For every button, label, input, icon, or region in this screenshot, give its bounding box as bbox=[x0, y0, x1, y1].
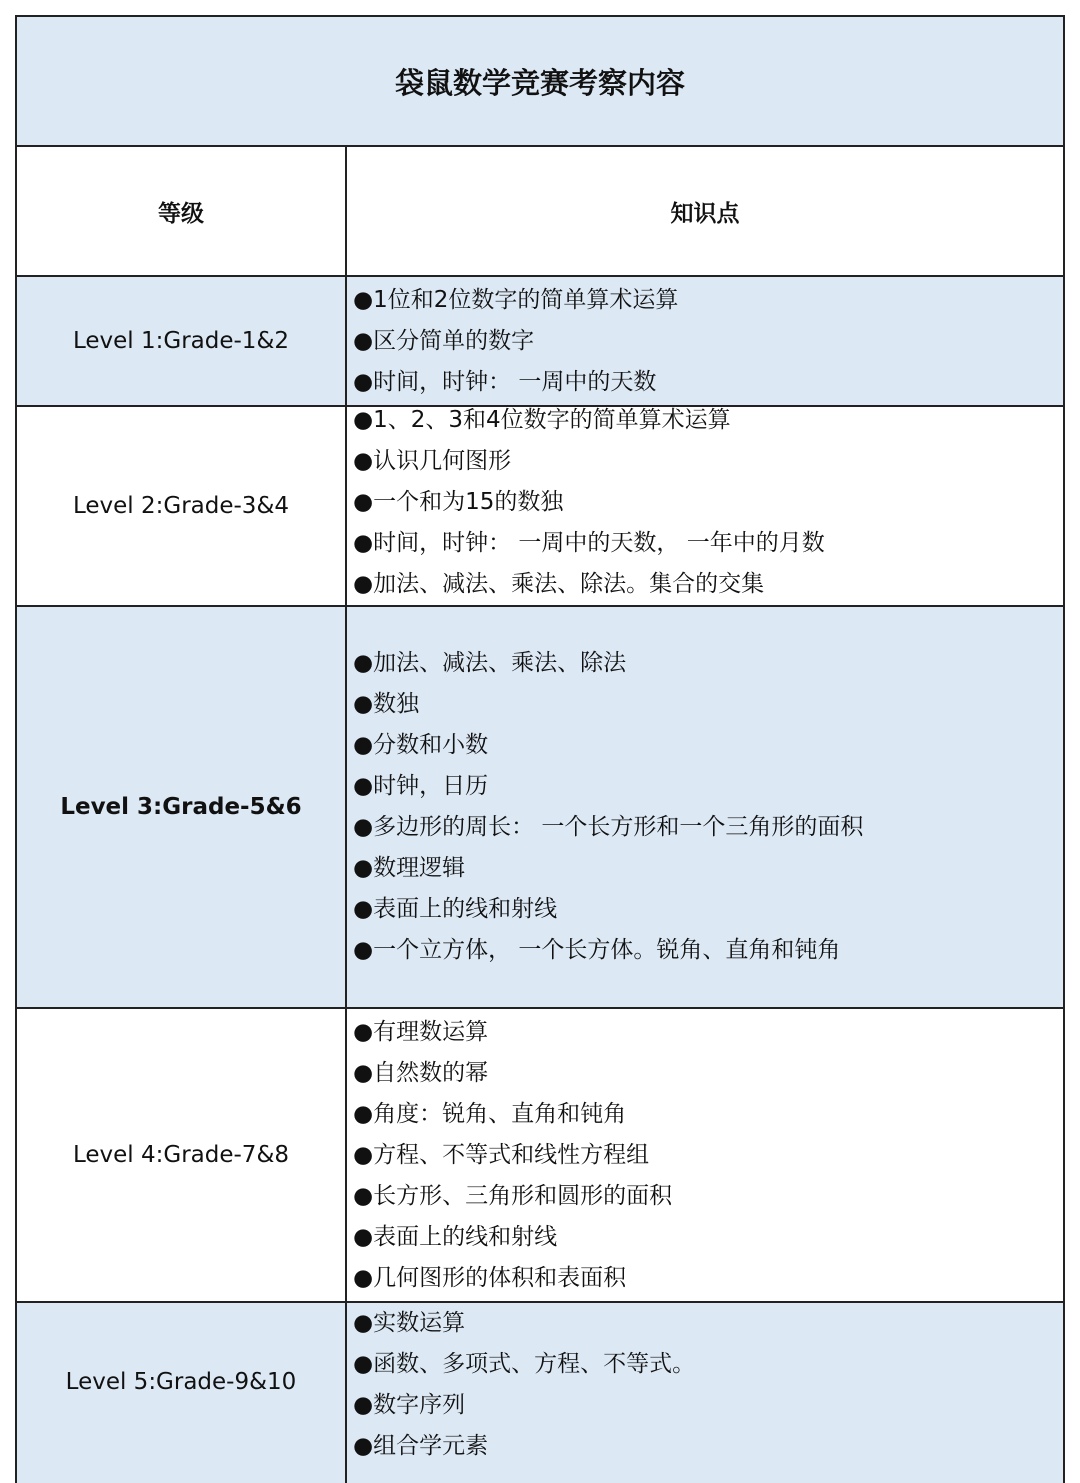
header-row bbox=[17, 147, 1063, 277]
list-item: ●实数运算 bbox=[353, 1310, 466, 1336]
level-cell: Level 2:Grade-3&4 bbox=[17, 407, 347, 605]
knowledge-cell bbox=[347, 1009, 1063, 1301]
content-table bbox=[15, 15, 1065, 1483]
list-item: ●组合学元素 bbox=[353, 1433, 489, 1459]
list-item: ●时间，时钟： 一周中的天数， 一年中的月数 bbox=[353, 530, 825, 556]
level-cell: Level 1:Grade-1&2 bbox=[17, 277, 347, 405]
list-item: ●角度：锐角、直角和钝角 bbox=[353, 1100, 627, 1127]
list-item: ●数字序列 bbox=[353, 1392, 466, 1418]
knowledge-cell bbox=[347, 1303, 1063, 1483]
list-item: ●时间，时钟： 一周中的天数 bbox=[353, 368, 657, 395]
level-cell: Level 5:Grade-9&10 bbox=[17, 1303, 347, 1483]
header-knowledge: 知识点 bbox=[670, 200, 740, 227]
table-title: 袋鼠数学竞赛考察内容 bbox=[17, 17, 1063, 147]
table-row-level-2 bbox=[17, 407, 1063, 607]
list-item: ●多边形的周长： 一个长方形和一个三角形的面积 bbox=[353, 814, 864, 840]
table-row-level-5 bbox=[17, 1303, 1063, 1483]
list-item: ●时钟，日历 bbox=[353, 773, 489, 799]
list-item: ●数独 bbox=[353, 691, 420, 717]
list-item: ●自然数的幂 bbox=[353, 1059, 489, 1086]
list-item: ●区分简单的数字 bbox=[353, 327, 535, 354]
knowledge-cell bbox=[347, 607, 1063, 1007]
list-item: ●1、2、3和4位数字的简单算术运算 bbox=[353, 407, 731, 433]
list-item: ●1位和2位数字的简单算术运算 bbox=[353, 286, 679, 313]
list-item: ●分数和小数 bbox=[353, 732, 489, 758]
list-item: ●表面上的线和射线 bbox=[353, 896, 558, 922]
list-item: ●长方形、三角形和圆形的面积 bbox=[353, 1182, 673, 1209]
list-item: ●函数、多项式、方程、不等式。 bbox=[353, 1351, 696, 1377]
list-item: ●几何图形的体积和表面积 bbox=[353, 1264, 627, 1291]
level-cell: Level 3:Grade-5&6 bbox=[17, 607, 347, 1007]
list-item: ●认识几何图形 bbox=[353, 448, 512, 474]
knowledge-cell bbox=[347, 407, 1063, 605]
knowledge-cell bbox=[347, 277, 1063, 405]
list-item: ●有理数运算 bbox=[353, 1018, 489, 1045]
list-item: ●数理逻辑 bbox=[353, 855, 466, 881]
list-item: ●加法、减法、乘法、除法 bbox=[353, 650, 627, 676]
table-row-level-1 bbox=[17, 277, 1063, 407]
list-item: ●方程、不等式和线性方程组 bbox=[353, 1141, 650, 1168]
list-item: ●一个和为15的数独 bbox=[353, 489, 564, 515]
list-item: ●表面上的线和射线 bbox=[353, 1223, 558, 1250]
table-row-level-3 bbox=[17, 607, 1063, 1009]
list-item: ●一个立方体， 一个长方体。锐角、直角和钝角 bbox=[353, 937, 841, 963]
level-cell: Level 4:Grade-7&8 bbox=[17, 1009, 347, 1301]
table-row-level-4 bbox=[17, 1009, 1063, 1303]
list-item: ●加法、减法、乘法、除法。集合的交集 bbox=[353, 571, 765, 597]
header-level: 等级 bbox=[17, 147, 347, 275]
